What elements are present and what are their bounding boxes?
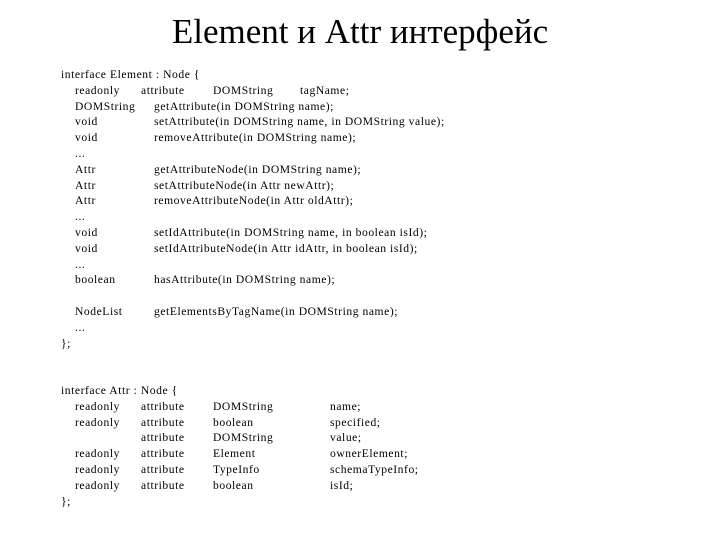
- attr-name: isId;: [330, 478, 354, 492]
- attr-name: tagName;: [300, 83, 350, 97]
- method-signature: getAttribute(in DOMString name);: [154, 99, 334, 113]
- method-signature: removeAttribute(in DOMString name);: [154, 131, 357, 145]
- ellipsis: ...: [75, 320, 86, 334]
- attr-modifier: readonly: [75, 415, 120, 429]
- attr-type: Element: [213, 447, 256, 461]
- method-return-type: Attr: [75, 178, 96, 192]
- blank-line: [61, 288, 711, 304]
- method-return-type: NodeList: [75, 304, 123, 318]
- method-return-type: Attr: [75, 194, 96, 208]
- method-signature: setIdAttributeNode(in Attr idAttr, in boolean isId);: [154, 241, 418, 255]
- ellipsis: ...: [75, 257, 86, 271]
- attr-type: DOMString: [213, 431, 274, 445]
- method-return-type: void: [75, 241, 98, 255]
- method-signature: setIdAttribute(in DOMString name, in boolean isId);: [154, 225, 428, 239]
- method-signature: removeAttributeNode(in Attr oldAttr);: [154, 194, 354, 208]
- method-return-type: boolean: [75, 273, 116, 287]
- attr-line: [61, 462, 711, 478]
- method-line: [61, 162, 711, 178]
- method-return-type: void: [75, 115, 98, 129]
- ellipsis: ...: [75, 210, 86, 224]
- attr-line: [61, 415, 711, 431]
- method-line: [61, 193, 711, 209]
- attr-keyword: attribute: [141, 83, 185, 97]
- method-signature: setAttributeNode(in Attr newAttr);: [154, 178, 335, 192]
- attr-line: [61, 446, 711, 462]
- attr-modifier: readonly: [75, 478, 120, 492]
- attr-keyword: attribute: [141, 478, 185, 492]
- method-line: [61, 304, 711, 320]
- method-line: [61, 114, 711, 130]
- attr-line: [61, 478, 711, 494]
- attr-interface-header-line: [61, 383, 711, 399]
- attr-modifier: readonly: [75, 83, 120, 97]
- element-interface-footer-line: [61, 336, 711, 352]
- attr-modifier: readonly: [75, 447, 120, 461]
- ellipsis-line: [61, 320, 711, 336]
- method-line: [61, 178, 711, 194]
- blank-line: [61, 351, 711, 383]
- attr-modifier: readonly: [75, 399, 120, 413]
- attr-type: DOMString: [213, 83, 274, 97]
- attr-type: boolean: [213, 415, 254, 429]
- attr-type: DOMString: [213, 399, 274, 413]
- attr-name: ownerElement;: [330, 447, 408, 461]
- attr-keyword: attribute: [141, 415, 185, 429]
- attr-keyword: attribute: [141, 447, 185, 461]
- method-return-type: void: [75, 225, 98, 239]
- method-line: [61, 225, 711, 241]
- attr-type: TypeInfo: [213, 462, 260, 476]
- method-return-type: DOMString: [75, 99, 136, 113]
- element-tagname-line: [61, 83, 711, 99]
- attr-keyword: attribute: [141, 399, 185, 413]
- ellipsis-line: [61, 209, 711, 225]
- element-interface-header: interface Element : Node {: [61, 68, 200, 81]
- attr-interface-header: interface Attr : Node {: [61, 383, 178, 397]
- ellipsis: ...: [75, 146, 86, 160]
- method-signature: hasAttribute(in DOMString name);: [154, 273, 336, 287]
- method-return-type: Attr: [75, 162, 96, 176]
- ellipsis-line: [61, 257, 711, 273]
- method-line: [61, 99, 711, 115]
- attr-keyword: attribute: [141, 462, 185, 476]
- attr-interface-footer: };: [61, 494, 71, 508]
- method-signature: getElementsByTagName(in DOMString name);: [154, 304, 398, 318]
- attr-line: [61, 430, 711, 446]
- attr-name: specified;: [330, 415, 381, 429]
- attr-interface-footer-line: [61, 494, 711, 510]
- element-interface-header-line: [61, 67, 711, 83]
- method-signature: getAttributeNode(in DOMString name);: [154, 162, 362, 176]
- method-return-type: void: [75, 131, 98, 145]
- attr-name: value;: [330, 431, 362, 445]
- method-signature: setAttribute(in DOMString name, in DOMString value);: [154, 115, 445, 129]
- attr-line: [61, 399, 711, 415]
- element-interface-footer: };: [61, 336, 71, 350]
- attr-type: boolean: [213, 478, 254, 492]
- attr-keyword: attribute: [141, 431, 185, 445]
- method-line: [61, 130, 711, 146]
- attr-name: name;: [330, 399, 362, 413]
- ellipsis-line: [61, 146, 711, 162]
- attr-name: schemaTypeInfo;: [330, 462, 419, 476]
- attr-modifier: readonly: [75, 462, 120, 476]
- slide-title: Element и Attr интерфейс: [171, 12, 549, 51]
- code-listing: [61, 67, 711, 509]
- method-line: [61, 241, 711, 257]
- method-line: [61, 272, 711, 288]
